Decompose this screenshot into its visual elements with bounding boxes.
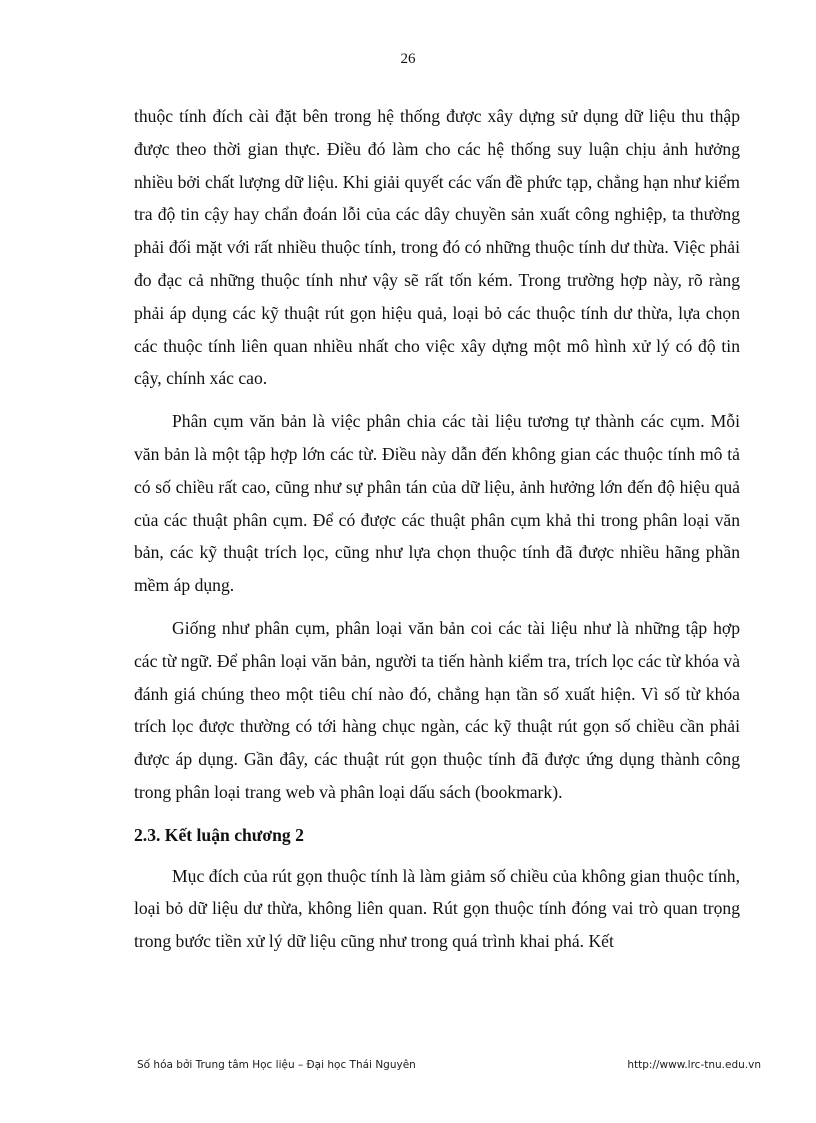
body-paragraph: thuộc tính đích cài đặt bên trong hệ thống được xây dựng sử dụng dữ liệu thu thập được theo thời gian thực. Điều đó làm cho các hệ thống suy luận chịu ảnh hưởng nhiều bởi chất lượng dữ liệu. Khi giải quyết các vấn đề phức tạp, chẳng hạn như kiểm tra độ tin cậy hay chẩn đoán lỗi của các dây chuyền sản xuất công nghiệp, ta thường phải đối mặt với rất nhiều thuộc tính, trong đó có những thuộc tính dư thừa. Việc phải đo đạc cả những thuộc tính như vậy sẽ rất tốn kém. Trong trường hợp này, rõ ràng phải áp dụng các kỹ thuật rút gọn hiệu quả, loại bỏ các thuộc tính dư thừa, lựa chọn các thuộc tính liên quan nhiều nhất cho việc xây dựng một mô hình xử lý có độ tin cậy, chính xác cao. bbox=[134, 106, 740, 389]
section-heading: 2.3. Kết luận chương 2 bbox=[134, 824, 304, 845]
page-footer bbox=[137, 1058, 761, 1072]
page-number: 26 bbox=[400, 51, 416, 67]
document-body bbox=[134, 100, 740, 958]
footer-url: http://www.lrc-tnu.edu.vn bbox=[627, 1059, 761, 1071]
body-paragraph: Phân cụm văn bản là việc phân chia các tài liệu tương tự thành các cụm. Mỗi văn bản là một tập hợp lớn các từ. Điều này dẫn đến không gian các thuộc tính mô tả có số chiều rất cao, cũng như sự phân tán của dữ liệu, ảnh hưởng lớn đến độ hiệu quả của các thuật phân cụm. Để có được các thuật phân cụm khả thi trong phân loại văn bản, các kỹ thuật trích lọc, cũng như lựa chọn thuộc tính đã được nhiều hãng phần mềm áp dụng. bbox=[134, 411, 740, 596]
body-paragraph: Giống như phân cụm, phân loại văn bản coi các tài liệu như là những tập hợp các từ ngữ. Để phân loại văn bản, người ta tiến hành kiểm tra, trích lọc các từ khóa và đánh giá chúng theo một tiêu chí nào đó, chẳng hạn tần số xuất hiện. Vì số từ khóa trích lọc được thường có tới hàng chục ngàn, các kỹ thuật rút gọn số chiều cần phải được áp dụng. Gần đây, các thuật rút gọn thuộc tính đã được ứng dụng thành công trong phân loại trang web và phân loại dấu sách (bookmark). bbox=[134, 617, 740, 802]
footer-attribution: Số hóa bởi Trung tâm Học liệu – Đại học Thái Nguyên bbox=[137, 1059, 416, 1071]
body-paragraph: Mục đích của rút gọn thuộc tính là làm giảm số chiều của không gian thuộc tính, loại bỏ dữ liệu dư thừa, không liên quan. Rút gọn thuộc tính đóng vai trò quan trọng trong bước tiền xử lý dữ liệu cũng như trong quá trình khai phá. Kết bbox=[134, 865, 740, 952]
